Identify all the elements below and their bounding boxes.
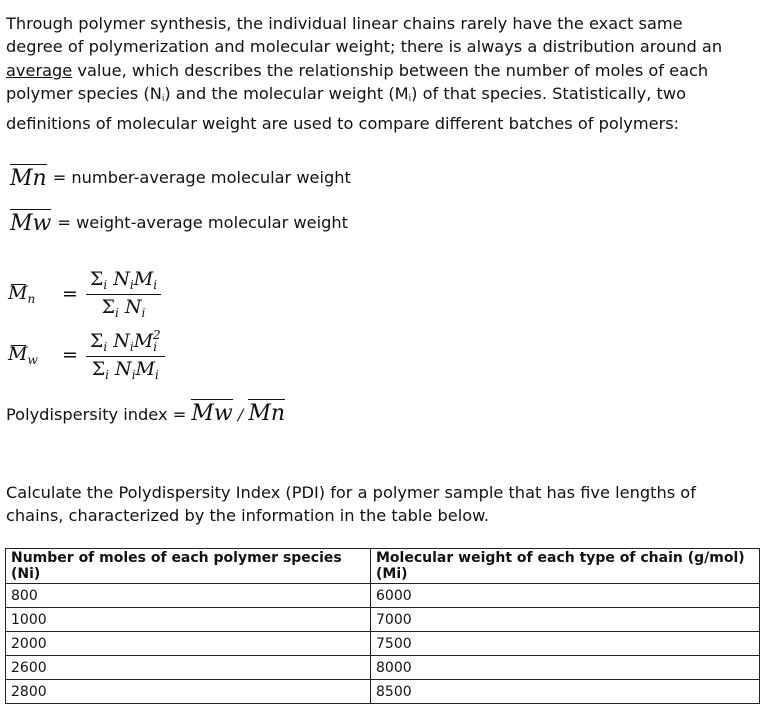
question-line-2: chains, characterized by the information in the table below.: [6, 506, 490, 526]
formula-mw-lhs: $M_w$: [8, 343, 38, 367]
formula-mw-numerator: $\Sigma_i$ $N_iM_i^2$: [86, 328, 165, 357]
intro-line-5: definitions of molecular weight are used to compare different batches of polymers:: [6, 113, 680, 133]
table-row: [6, 584, 760, 608]
question-line-1: Calculate the Polydispersity Index (PDI) for a polymer sample that has five lengths of: [6, 483, 696, 502]
underlined-average: average: [6, 60, 73, 80]
cell-mi: 7000: [371, 608, 760, 632]
table-row: [6, 608, 760, 632]
mn-symbol: Mn: [10, 166, 47, 191]
table-header-row: [6, 549, 760, 584]
formula-mn-numerator: $\Sigma_i$ $N_iM_i$: [86, 268, 161, 295]
intro-line-1: Through polymer synthesis, the individual linear chains rarely have the exact same: [6, 14, 683, 33]
cell-ni: 2800: [6, 680, 371, 704]
cell-ni: 800: [6, 584, 371, 608]
formula-mw-fraction: [86, 328, 165, 382]
mn-description: = number-average molecular weight: [52, 168, 351, 187]
formula-mn-fraction: [86, 268, 161, 320]
cell-mi: 7500: [371, 632, 760, 656]
pdi-separator: /: [232, 405, 249, 424]
table-row: [6, 632, 760, 656]
cell-ni: 2000: [6, 632, 371, 656]
pdi-mn-symbol: Mn: [248, 401, 286, 426]
header-ni: Number of moles of each polymer species (Ni): [6, 549, 371, 584]
intro-paragraph: [6, 12, 746, 135]
intro-line-2: degree of polymerization and molecular weight; there is always a distribution around an: [6, 37, 723, 57]
cell-mi: 6000: [371, 584, 760, 608]
definition-mw: [10, 211, 348, 236]
definition-mn: [10, 166, 351, 191]
header-mi: Molecular weight of each type of chain (g/mol) (Mi): [371, 549, 760, 584]
formula-mn-lhs: $M_n$: [8, 282, 36, 306]
data-table: [5, 548, 760, 704]
table-row: [6, 680, 760, 704]
pdi-mw-symbol: Mw: [191, 401, 233, 426]
intro-line-4: polymer species $(N_i)$ and the molecular weight $(M_i)$ of that species. Statistically, two: [6, 84, 686, 105]
mw-description: = weight-average molecular weight: [57, 213, 348, 232]
mw-symbol: Mw: [10, 211, 52, 236]
cell-mi: 8000: [371, 656, 760, 680]
cell-mi: 8500: [371, 680, 760, 704]
intro-line-3: average value, which describes the relationship between the number of moles of each: [6, 60, 709, 80]
formula-mn-denominator: $\Sigma_i$ $N_i$: [101, 296, 146, 320]
cell-ni: 2600: [6, 656, 371, 680]
pdi-label: Polydispersity index =: [6, 405, 192, 424]
pdi-definition: [6, 401, 285, 426]
formula-mn: $M_n$ = $\frac{\Sigma_i N_iM_i}{\Sigma_i N_i}$: [8, 268, 161, 320]
table-row: [6, 656, 760, 680]
question-paragraph: [6, 481, 746, 528]
formula-mw-denominator: $\Sigma_i$ $N_iM_i$: [91, 358, 159, 382]
formula-mw: $M_w$ = $\frac{\Sigma_i N_iM_i^2}{\Sigma_i N_iM_i}$: [8, 328, 165, 382]
cell-ni: 1000: [6, 608, 371, 632]
